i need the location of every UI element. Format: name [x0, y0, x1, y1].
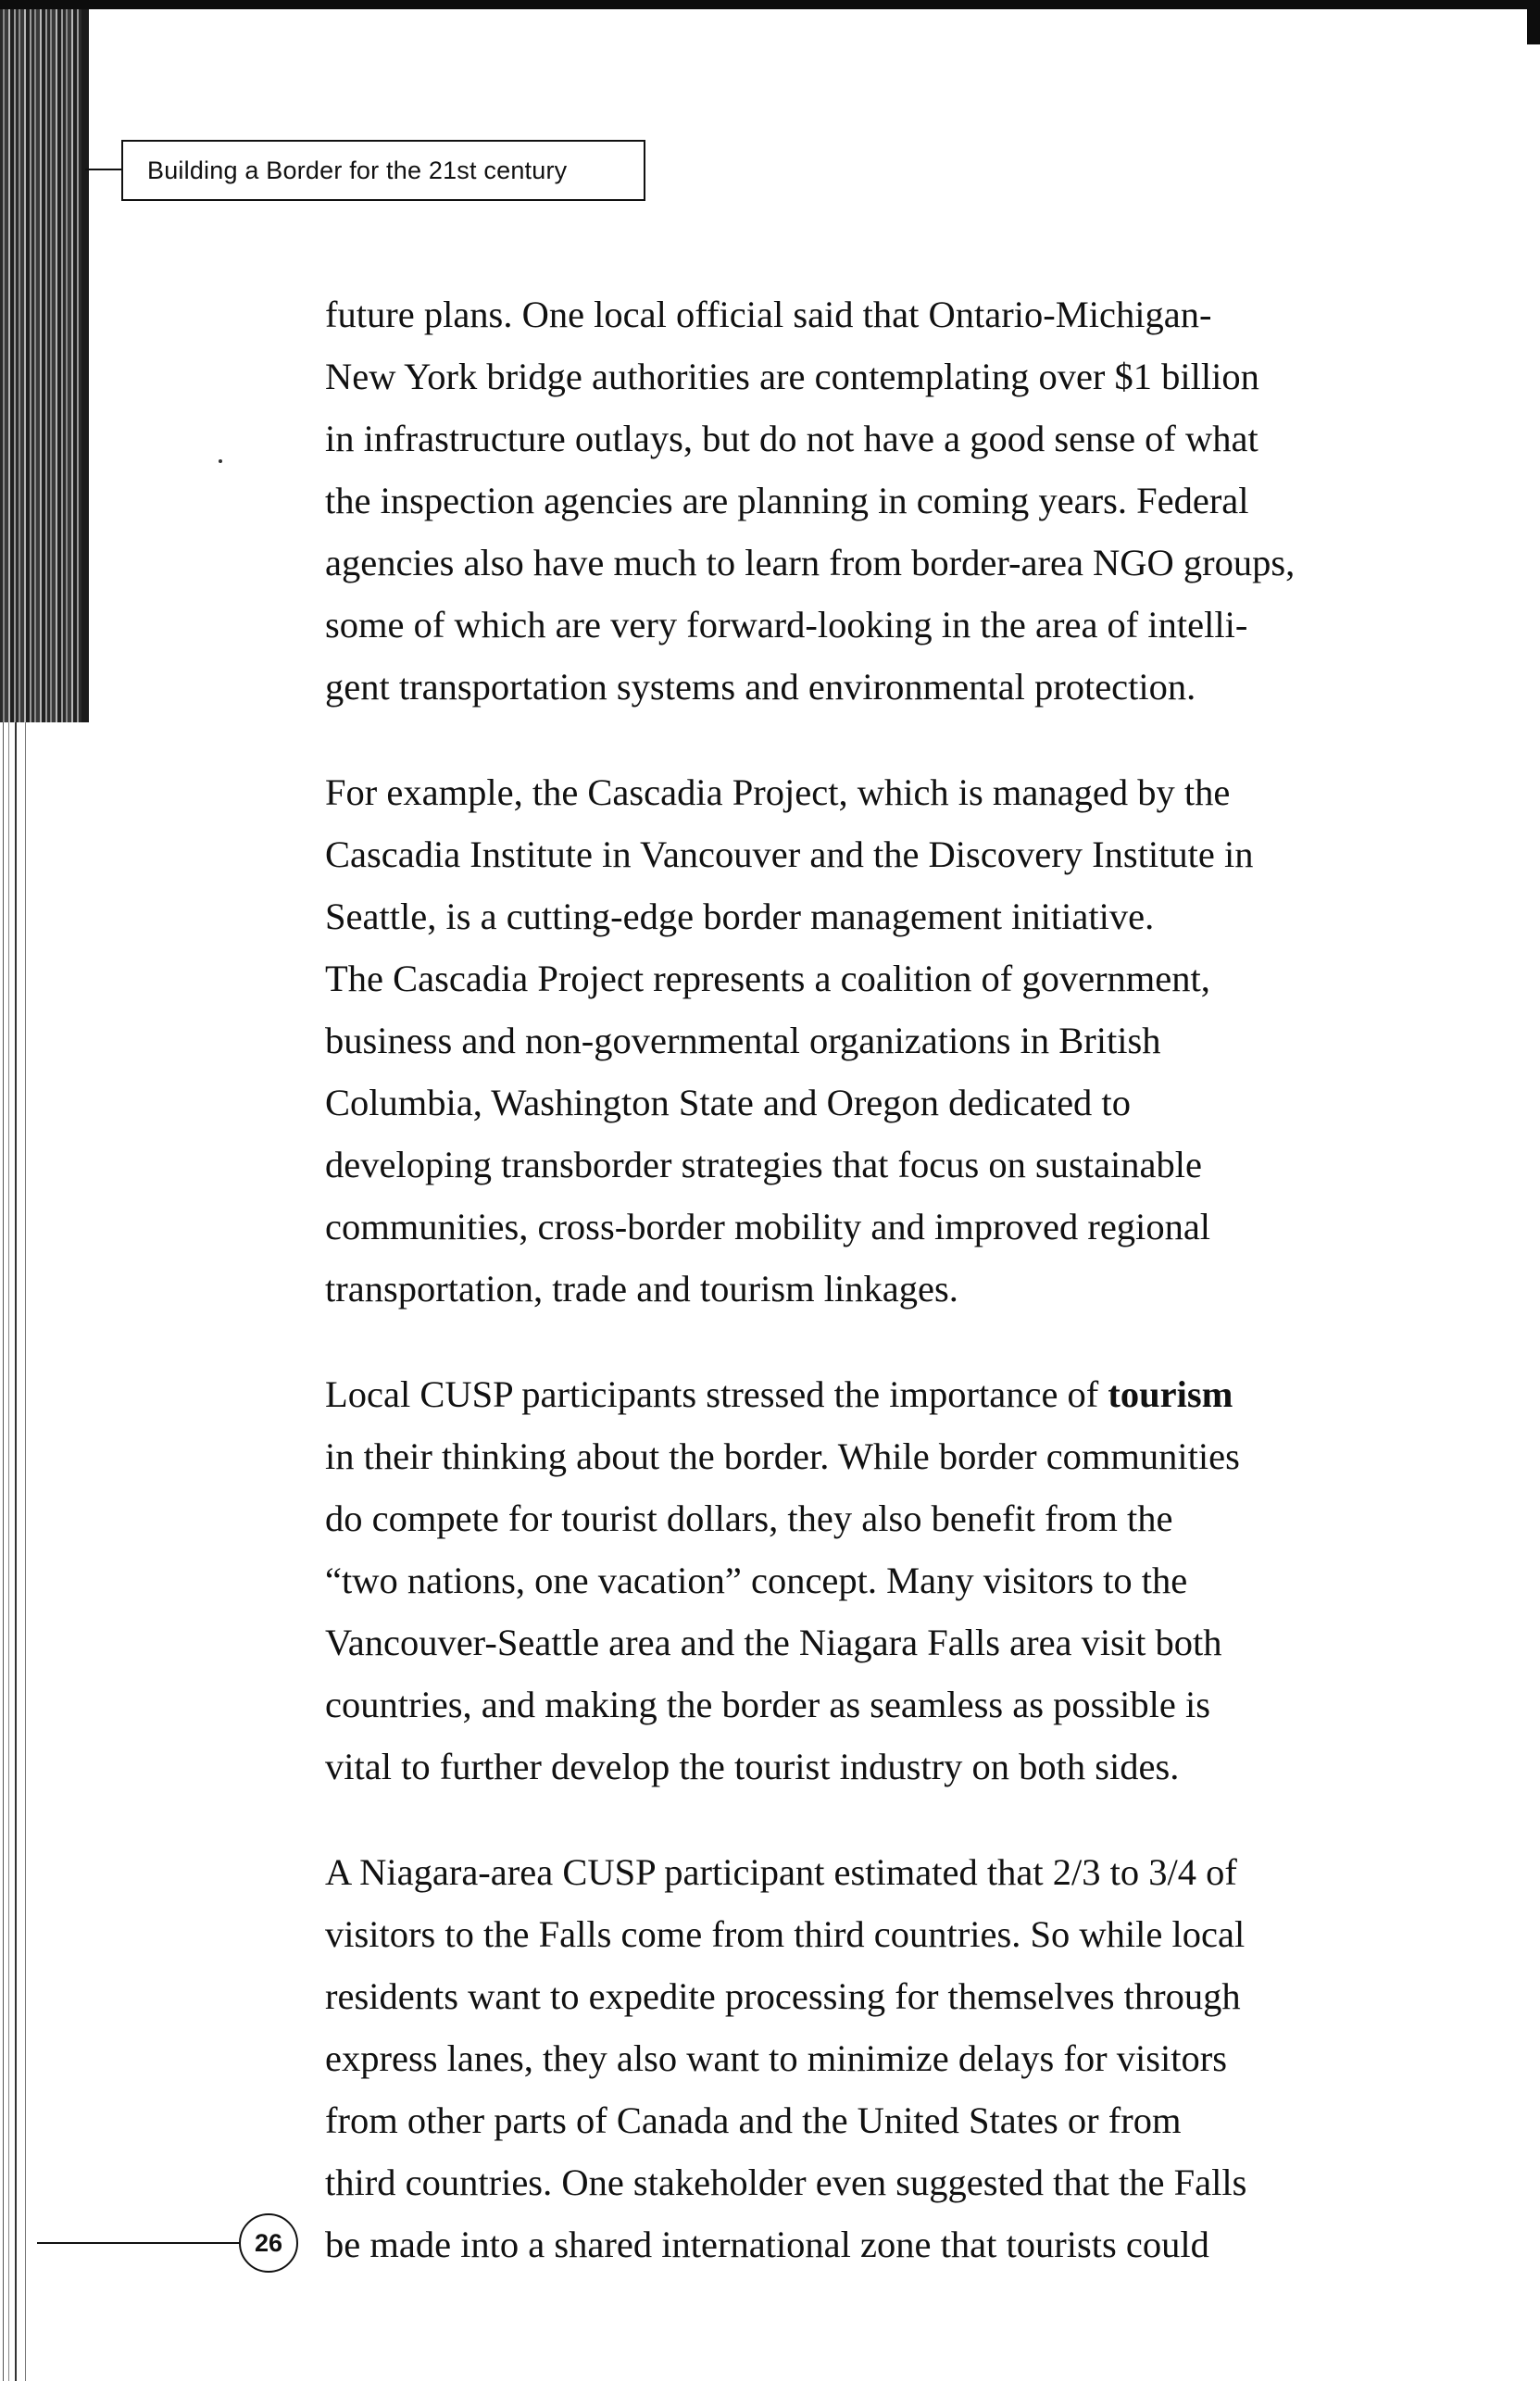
paragraph-4 — [325, 1841, 1427, 2275]
text-line: business and non-governmental organizations in British — [325, 1020, 1161, 1061]
text-line: express lanes, they also want to minimize delays for visitors — [325, 2037, 1228, 2079]
text-line: “two nations, one vacation” concept. Many visitors to the — [325, 1560, 1188, 1601]
text-line: For example, the Cascadia Project, which is managed by the — [325, 771, 1231, 813]
paragraph-2 — [325, 761, 1427, 1320]
text-line: Cascadia Institute in Vancouver and the Discovery Institute in — [325, 833, 1254, 875]
text-line: gent transportation systems and environmental protection. — [325, 666, 1196, 708]
text-line: The Cascadia Project represents a coalition of government, — [325, 958, 1210, 999]
text-line: in infrastructure outlays, but do not have a good sense of what — [325, 418, 1258, 459]
text-line: the inspection agencies are planning in coming years. Federal — [325, 480, 1249, 521]
text-line — [325, 1363, 1427, 1425]
body-text — [325, 283, 1427, 2319]
text-line: visitors to the Falls come from third countries. So while local — [325, 1913, 1246, 1955]
text-line: do compete for tourist dollars, they also benefit from the — [325, 1498, 1173, 1539]
text-line: from other parts of Canada and the United States or from — [325, 2099, 1182, 2141]
text-line: some of which are very forward-looking in the area of intelli- — [325, 604, 1248, 645]
text-line: countries, and making the border as seamless as possible is — [325, 1684, 1211, 1725]
text-line: A Niagara-area CUSP participant estimated that 2/3 to 3/4 of — [325, 1851, 1237, 1893]
scanned-binding-lines — [0, 722, 37, 2381]
text-line: Seattle, is a cutting-edge border management initiative. — [325, 896, 1155, 937]
scan-speck — [219, 459, 222, 463]
top-right-corner-mark — [1527, 0, 1540, 44]
running-header-title: Building a Border for the 21st century — [147, 156, 568, 184]
running-header — [121, 140, 645, 201]
text-line: agencies also have much to learn from border-area NGO groups, — [325, 542, 1296, 583]
text-line: third countries. One stakeholder even suggested that the Falls — [325, 2162, 1247, 2203]
text-line: transportation, trade and tourism linkages. — [325, 1268, 958, 1310]
text-line: in their thinking about the border. While border communities — [325, 1435, 1240, 1477]
text-line: be made into a shared international zone that tourists could — [325, 2224, 1209, 2265]
bold-term-tourism: tourism — [1108, 1373, 1233, 1415]
text-line: developing transborder strategies that focus on sustainable — [325, 1144, 1202, 1185]
page-number: 26 — [254, 2228, 283, 2257]
scanned-binding-edge — [0, 9, 85, 722]
text-line: Columbia, Washington State and Oregon dedicated to — [325, 1082, 1131, 1123]
text-line: future plans. One local official said that Ontario-Michigan- — [325, 294, 1212, 335]
footer-connector-rule — [37, 2242, 241, 2244]
page-number-badge — [239, 2213, 298, 2273]
text-segment: Local CUSP participants stressed the importance of — [325, 1373, 1108, 1415]
text-line: New York bridge authorities are contemplating over $1 billion — [325, 356, 1259, 397]
text-line: residents want to expedite processing for themselves through — [325, 1975, 1241, 2017]
top-edge-rule — [0, 0, 1540, 9]
text-line: Vancouver-Seattle area and the Niagara Falls area visit both — [325, 1622, 1222, 1663]
header-connector-rule — [85, 169, 122, 170]
text-line: vital to further develop the tourist industry on both sides. — [325, 1746, 1180, 1787]
text-line: communities, cross-border mobility and improved regional — [325, 1206, 1211, 1247]
paragraph-3 — [325, 1363, 1427, 1798]
paragraph-1 — [325, 283, 1427, 718]
